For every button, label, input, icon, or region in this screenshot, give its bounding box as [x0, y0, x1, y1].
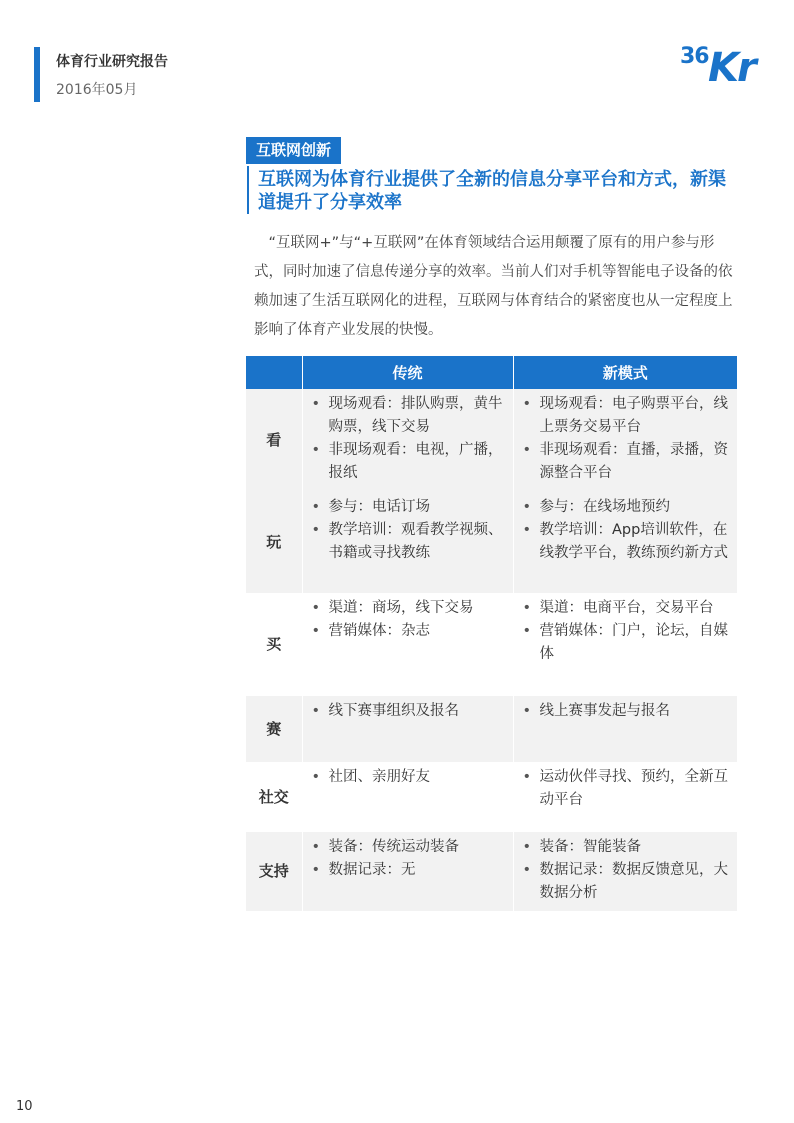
bullet-list [514, 597, 738, 666]
list-item: • 参与：在线场地预约 [514, 496, 736, 519]
row-label: 支持 [246, 832, 302, 911]
list-item: • 教学培训：App培训软件，在线教学平台，教练预约新方式 [514, 519, 736, 565]
table-header-row [246, 356, 737, 389]
bullet-list [303, 393, 513, 485]
bullet-list [514, 766, 738, 812]
logo-number: 36 [680, 44, 709, 69]
list-item: • 营销媒体：门户，论坛，自媒体 [514, 620, 736, 666]
logo-text: Kr [708, 45, 755, 91]
list-item: • 渠道：商场，线下交易 [303, 597, 511, 620]
table-row [246, 593, 737, 696]
header-cell-new-mode: 新模式 [513, 356, 737, 389]
list-item: • 现场观看：电子购票平台，线上票务交易平台 [514, 393, 736, 439]
report-title: 体育行业研究报告 [56, 54, 168, 70]
list-item: • 线下赛事组织及报名 [303, 700, 511, 723]
cell-new-mode [513, 832, 737, 911]
cell-traditional [302, 762, 513, 832]
list-item: • 非现场观看：直播，录播，资源整合平台 [514, 439, 736, 485]
cell-traditional [302, 492, 513, 593]
list-item: • 现场观看：排队购票，黄牛购票，线下交易 [303, 393, 511, 439]
table-row [246, 762, 737, 832]
bullet-list [514, 393, 738, 485]
row-label: 看 [246, 389, 302, 492]
headline-accent-bar [247, 166, 249, 214]
list-item: • 线上赛事发起与报名 [514, 700, 736, 723]
row-label: 买 [246, 593, 302, 696]
bullet-list [514, 700, 738, 723]
table-row [246, 696, 737, 762]
cell-traditional [302, 593, 513, 696]
list-item: • 运动伙伴寻找、预约，全新互动平台 [514, 766, 736, 812]
bullet-list [514, 836, 738, 905]
bullet-list [303, 496, 513, 565]
header-accent-bar [34, 47, 40, 102]
cell-traditional [302, 389, 513, 492]
page-number: 10 [16, 1099, 33, 1114]
header-cell-empty [246, 356, 302, 389]
cell-new-mode [513, 389, 737, 492]
bullet-list [514, 496, 738, 565]
table-row [246, 389, 737, 492]
list-item: • 渠道：电商平台，交易平台 [514, 597, 736, 620]
cell-new-mode [513, 762, 737, 832]
table-row [246, 832, 737, 911]
list-item: • 教学培训：观看教学视频、书籍或寻找教练 [303, 519, 511, 565]
row-label: 赛 [246, 696, 302, 762]
row-label: 玩 [246, 492, 302, 593]
section-headline: 互联网为体育行业提供了全新的信息分享平台和方式，新渠道提升了分享效率 [258, 169, 726, 213]
cell-traditional [302, 696, 513, 762]
cell-new-mode [513, 593, 737, 696]
list-item: • 营销媒体：杂志 [303, 620, 511, 643]
header-cell-traditional: 传统 [302, 356, 513, 389]
bullet-list [303, 597, 513, 643]
list-item: • 数据记录：无 [303, 859, 511, 882]
row-label: 社交 [246, 762, 302, 832]
list-item: • 装备：传统运动装备 [303, 836, 511, 859]
bullet-list [303, 700, 513, 723]
cell-new-mode [513, 696, 737, 762]
comparison-table [246, 356, 737, 911]
list-item: • 参与：电话订场 [303, 496, 511, 519]
list-item: • 数据记录：数据反馈意见，大数据分析 [514, 859, 736, 905]
cell-new-mode [513, 492, 737, 593]
list-item: • 装备：智能装备 [514, 836, 736, 859]
report-date: 2016年05月 [56, 82, 138, 98]
bullet-list [303, 836, 513, 882]
table-row [246, 492, 737, 593]
section-tag: 互联网创新 [246, 137, 341, 164]
cell-traditional [302, 832, 513, 911]
intro-paragraph: “互联网+”与“+互联网”在体育领域结合运用颠覆了原有的用户参与形式，同时加速了信息传递分享的效率。当前人们对手机等智能电子设备的依赖加速了生活互联网化的进程，互联网与体育结合的紧密度也从一定程度上影响了体育产业发展的快慢。 [254, 235, 733, 338]
logo [678, 44, 768, 94]
list-item: • 非现场观看：电视，广播，报纸 [303, 439, 511, 485]
list-item: • 社团、亲朋好友 [303, 766, 511, 789]
bullet-list [303, 766, 513, 789]
